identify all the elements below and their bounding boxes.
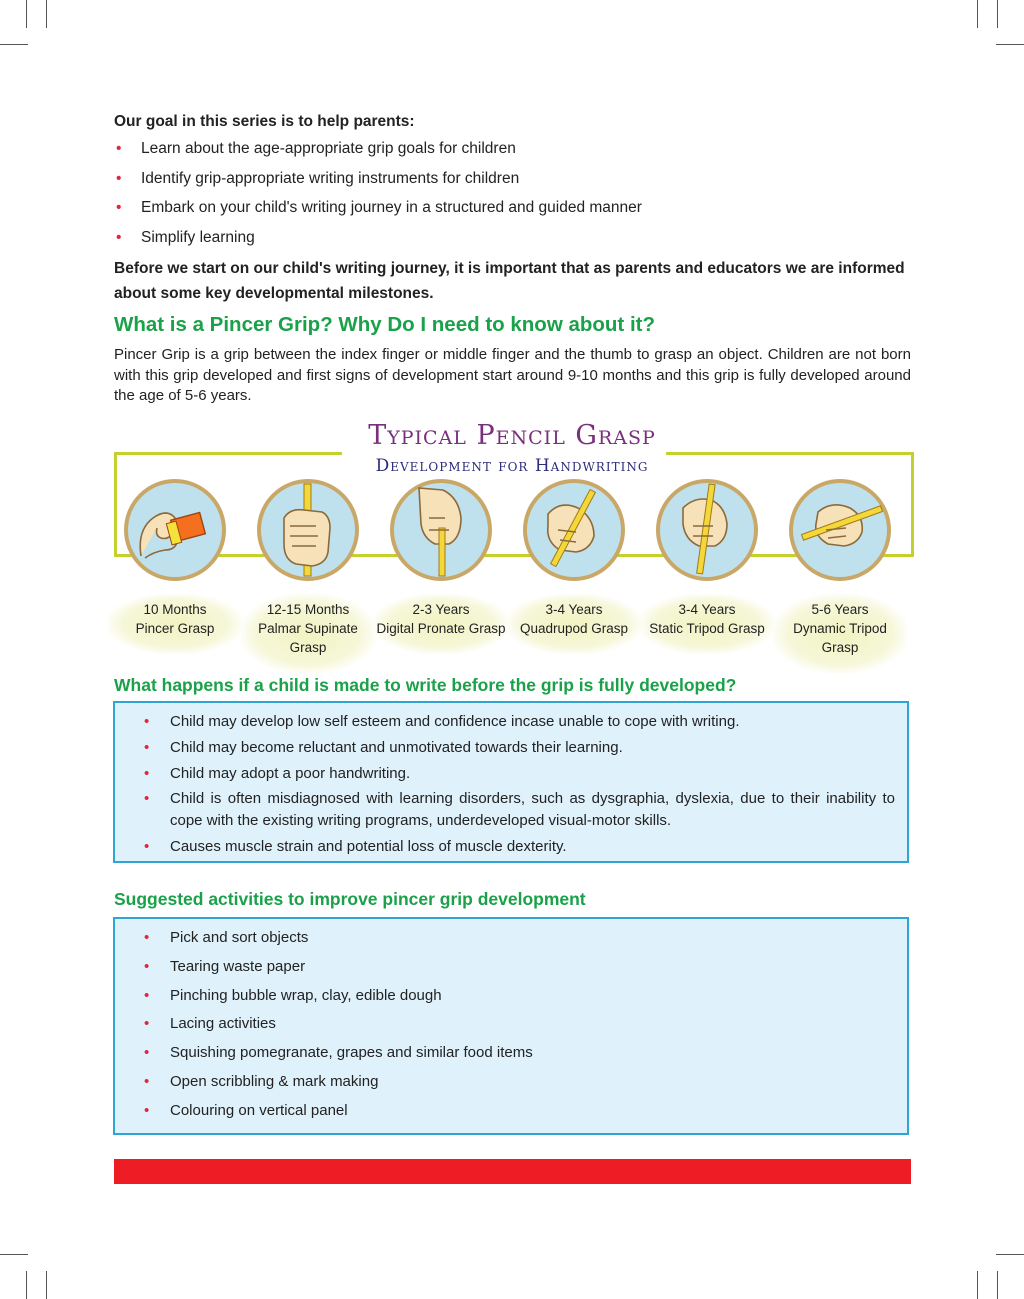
crop-mark [997, 1271, 998, 1299]
crop-mark [996, 1254, 1024, 1255]
stage-age: 3-4 Years [678, 602, 736, 617]
crop-mark [996, 44, 1024, 45]
intro-heading: Our goal in this series is to help parents: [114, 113, 415, 130]
crop-mark [46, 0, 47, 28]
stage-age: 12-15 Months [266, 602, 350, 617]
goal-item: • Identify grip-appropriate writing instruments for children [114, 169, 911, 188]
crop-mark [0, 44, 28, 45]
stage-label [507, 594, 641, 654]
activities-box [113, 917, 909, 1135]
early-writing-box [113, 701, 909, 863]
palmar-supinate-grasp-illustration [256, 478, 360, 582]
grasp-stage [773, 478, 907, 673]
list-item: • Squishing pomegranate, grapes and similar food items [142, 1042, 895, 1064]
crop-mark [26, 1271, 27, 1299]
footer-bar [114, 1159, 911, 1184]
list-item: • Tearing waste paper [142, 956, 895, 978]
grasp-chart-subtitle: Development for Handwriting [375, 456, 649, 476]
list-item: • Pinching bubble wrap, clay, edible dough [142, 985, 895, 1007]
grasp-stage [640, 478, 774, 654]
goal-item: • Learn about the age-appropriate grip goals for children [114, 139, 911, 158]
stage-name: Digital Pronate Grasp [376, 621, 506, 637]
list-item: • Colouring on vertical panel [142, 1100, 895, 1122]
early-writing-list [115, 703, 907, 870]
list-item: • Pick and sort objects [142, 927, 895, 949]
list-item: • Causes muscle strain and potential loss of muscle dexterity. [142, 836, 895, 858]
chart-frame-line [666, 452, 911, 455]
crop-mark [997, 0, 998, 28]
activities-heading: Suggested activities to improve pincer grip development [114, 889, 586, 909]
goal-item: • Embark on your child's writing journey in a structured and guided manner [114, 198, 911, 217]
stage-label [108, 594, 242, 654]
crop-mark [0, 1254, 28, 1255]
grasp-stage [507, 478, 641, 654]
crop-mark [977, 0, 978, 28]
list-item: • Child may become reluctant and unmotivated towards their learning. [142, 737, 895, 759]
stage-label [640, 594, 774, 654]
stage-name: Palmar Supinate Grasp [258, 621, 358, 656]
goal-list [114, 139, 911, 247]
pincer-grasp-illustration [123, 478, 227, 582]
quadrupod-grasp-illustration [522, 478, 626, 582]
intro-paragraph: Before we start on our child's writing journey, it is important that as parents and educators we are informed about some key developmental milestones. [114, 259, 905, 302]
crop-mark [46, 1271, 47, 1299]
stage-label [773, 594, 907, 673]
goal-item: • Simplify learning [114, 228, 911, 247]
stage-name: Pincer Grasp [135, 621, 215, 637]
intro-section [114, 112, 911, 306]
list-item: • Child may adopt a poor handwriting. [142, 763, 895, 785]
stage-age: 3-4 Years [545, 602, 603, 617]
digital-pronate-grasp-illustration [389, 478, 493, 582]
stage-name: Quadrupod Grasp [519, 621, 629, 637]
grasp-stage [108, 478, 242, 654]
stage-age: 10 Months [143, 602, 207, 617]
dynamic-tripod-grasp-illustration [788, 478, 892, 582]
crop-mark [26, 0, 27, 28]
stage-name: Static Tripod Grasp [649, 621, 765, 637]
crop-mark [977, 1271, 978, 1299]
list-item: • Lacing activities [142, 1013, 895, 1035]
list-item: • Child may develop low self esteem and confidence incase unable to cope with writing. [142, 711, 895, 733]
early-writing-heading: What happens if a child is made to write before the grip is fully developed? [114, 675, 737, 695]
stage-age: 2-3 Years [412, 602, 470, 617]
grasp-stage [241, 478, 375, 673]
stage-label [374, 594, 508, 654]
list-item: • Child is often misdiagnosed with learning disorders, such as dysgraphia, dyslexia, due to their inability to cope with the existing writing programs, underdeveloped visual-motor skills. [142, 788, 895, 832]
list-item: • Open scribbling & mark making [142, 1071, 895, 1093]
stage-age: 5-6 Years [811, 602, 869, 617]
stage-name: Dynamic Tripod Grasp [793, 621, 887, 656]
stage-label [241, 594, 375, 673]
static-tripod-grasp-illustration [655, 478, 759, 582]
grasp-stage [374, 478, 508, 654]
chart-frame-line [114, 452, 342, 455]
activities-list [115, 919, 907, 1136]
grasp-chart-title: Typical Pencil Grasp [368, 420, 656, 451]
pincer-description: Pincer Grip is a grip between the index finger or middle finger and the thumb to grasp an object. Children are not born with this grip developed and first signs of development start around 9-10 months and this grip is fully developed around the age of 5-6 years. [114, 346, 911, 405]
pincer-heading: What is a Pincer Grip? Why Do I need to know about it? [114, 313, 655, 336]
